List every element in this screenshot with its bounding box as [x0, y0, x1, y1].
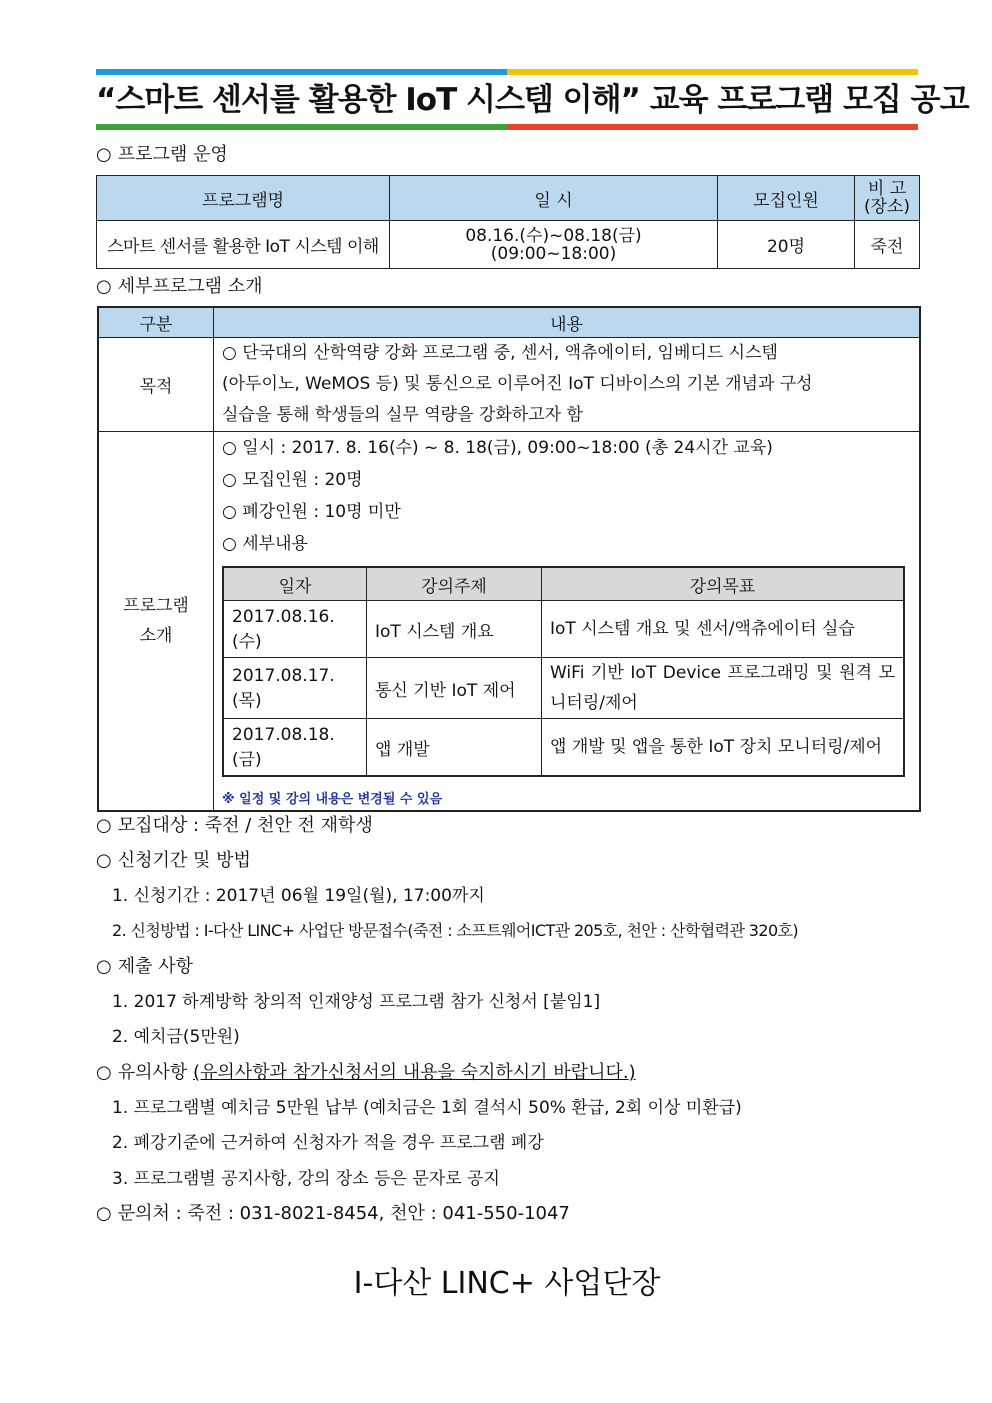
- header-bar-top-left: [96, 69, 507, 75]
- intro-line: ○ 폐강인원 : 10명 미만: [222, 502, 401, 522]
- schedule-topic: 통신 기반 IoT 제어: [367, 658, 542, 719]
- section-heading-label: 프로그램 운영: [117, 144, 228, 165]
- col-program-name: 프로그램명: [97, 176, 390, 221]
- circle-bullet-icon: ○: [96, 1062, 112, 1083]
- datetime-cell: [390, 221, 718, 269]
- apply-item: 2. 신청방법 : I-다산 LINC+ 사업단 방문접수(죽전 : 소프트웨어ICT관 205호, 천안 : 산학협력관 320호): [112, 921, 799, 940]
- header-bar-top-right: [507, 69, 918, 75]
- operation-table: [96, 175, 920, 269]
- schedule-table: [222, 566, 905, 777]
- header-bar-bottom-right: [507, 124, 918, 130]
- table-row: [97, 221, 920, 269]
- schedule-goal: IoT 시스템 개요 및 센서/액츄에이터 실습: [542, 601, 905, 658]
- contact-line: [96, 1202, 570, 1226]
- submit-item: 2. 예치금(5만원): [112, 1027, 240, 1047]
- circle-bullet-icon: ○: [96, 276, 112, 297]
- schedule-topic: 앱 개발: [367, 719, 542, 777]
- apply-heading: [96, 849, 251, 873]
- intro-label-line: 프로그램: [123, 596, 189, 616]
- col-date: 일자: [223, 567, 367, 601]
- intro-row: [98, 432, 920, 812]
- intro-line: ○ 모집인원 : 20명: [222, 470, 363, 490]
- section-heading-label: 신청기간 및 방법: [117, 850, 251, 871]
- purpose-content: [214, 338, 921, 432]
- purpose-line: ○ 단국대의 산학역량 강화 프로그램 중, 센서, 액츄에이터, 임베디드 시스템: [222, 343, 778, 363]
- col-category: 구분: [98, 307, 214, 338]
- capacity-cell: 20명: [718, 221, 855, 269]
- circle-bullet-icon: ○: [96, 144, 112, 165]
- header-bar-bottom-left: [96, 124, 507, 130]
- purpose-label: 목적: [98, 338, 214, 432]
- col-remark-label: 비 고: [867, 179, 907, 199]
- schedule-topic: IoT 시스템 개요: [367, 601, 542, 658]
- purpose-line: 실습을 통해 학생들의 실무 역량을 강화하고자 함: [222, 405, 583, 425]
- schedule-date: 2017.08.17.(목): [223, 658, 367, 719]
- section-detail-heading: [96, 275, 263, 299]
- schedule-goal: 앱 개발 및 앱을 통한 IoT 장치 모니터링/제어: [542, 719, 905, 777]
- col-capacity: 모집인원: [718, 176, 855, 221]
- table-row: [223, 601, 904, 658]
- notice-heading-note: (유의사항과 참가신청서의 내용을 숙지하시기 바랍니다.): [193, 1062, 636, 1083]
- contact-text: 문의처 : 죽전 : 031-8021-8454, 천안 : 041-550-1047: [117, 1203, 570, 1224]
- circle-bullet-icon: ○: [96, 1203, 112, 1224]
- intro-label: [98, 432, 214, 812]
- footer-signature: I-다산 LINC+ 사업단장: [353, 1266, 661, 1301]
- col-topic: 강의주제: [367, 567, 542, 601]
- notice-item: 2. 폐강기준에 근거하여 신청자가 적을 경우 프로그램 폐강: [112, 1133, 544, 1153]
- notice-heading: [96, 1061, 636, 1085]
- target-line: [96, 814, 373, 838]
- page-title: “스마트 센서를 활용한 IoT 시스템 이해” 교육 프로그램 모집 공고: [96, 82, 969, 118]
- change-notice: ※ 일정 및 강의 내용은 변경될 수 있음: [222, 792, 443, 807]
- col-remark: [855, 176, 920, 221]
- purpose-line: (아두이노, WeMOS 등) 및 통신으로 이루어진 IoT 디바이스의 기본 개념과 구성: [222, 374, 813, 394]
- col-goal: 강의목표: [542, 567, 905, 601]
- table-row: [223, 658, 904, 719]
- circle-bullet-icon: ○: [96, 956, 112, 977]
- target-text: 모집대상 : 죽전 / 천안 전 재학생: [117, 815, 373, 836]
- intro-label-line: 소개: [139, 626, 173, 646]
- col-content: 내용: [214, 307, 921, 338]
- submit-heading: [96, 955, 193, 979]
- apply-item: 1. 신청기간 : 2017년 06월 19일(월), 17:00까지: [112, 886, 485, 906]
- intro-content: [214, 432, 921, 812]
- notice-item: 1. 프로그램별 예치금 5만원 납부 (예치금은 1회 결석시 50% 환급, 2회 이상 미환급): [112, 1098, 742, 1118]
- section-operation-heading: [96, 143, 228, 167]
- schedule-goal: WiFi 기반 IoT Device 프로그래밍 및 원격 모니터링/제어: [542, 658, 905, 719]
- circle-bullet-icon: ○: [96, 815, 112, 836]
- section-heading-label: 유의사항: [117, 1062, 188, 1083]
- schedule-date: 2017.08.16.(수): [223, 601, 367, 658]
- section-heading-label: 제출 사항: [117, 956, 193, 977]
- program-name-cell: 스마트 센서를 활용한 IoT 시스템 이해: [97, 221, 390, 269]
- schedule-date: 2017.08.18.(금): [223, 719, 367, 777]
- table-row: [223, 719, 904, 777]
- intro-line: ○ 일시 : 2017. 8. 16(수) ~ 8. 18(금), 09:00~18:00 (총 24시간 교육): [222, 438, 773, 458]
- circle-bullet-icon: ○: [96, 850, 112, 871]
- time-range: (09:00~18:00): [490, 243, 617, 264]
- place-cell: 죽전: [855, 221, 920, 269]
- intro-line: ○ 세부내용: [222, 534, 308, 554]
- section-heading-label: 세부프로그램 소개: [117, 276, 263, 297]
- submit-item: 1. 2017 하계방학 창의적 인재양성 프로그램 참가 신청서 [붙임1]: [112, 992, 601, 1012]
- detail-table: [97, 306, 921, 812]
- notice-item: 3. 프로그램별 공지사항, 강의 장소 등은 문자로 공지: [112, 1169, 500, 1189]
- col-datetime: 일 시: [390, 176, 718, 221]
- col-remark-sub: (장소): [863, 197, 911, 217]
- purpose-row: [98, 338, 920, 432]
- date-range: 08.16.(수)~08.18(금): [465, 225, 642, 246]
